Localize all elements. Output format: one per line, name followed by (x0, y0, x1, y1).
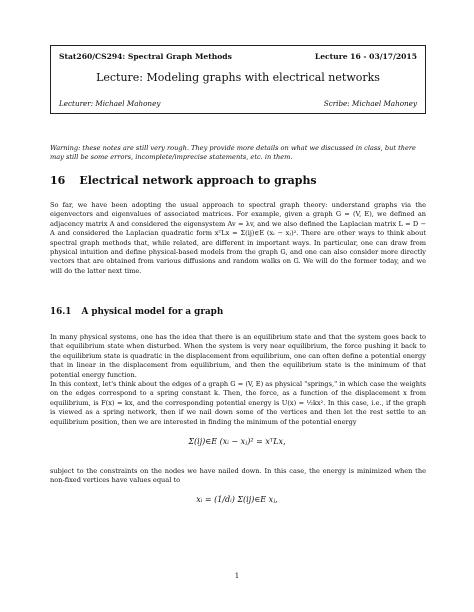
scribe: Scribe: Michael Mahoney (323, 99, 417, 108)
equation-equilibrium: xᵢ = (1/dᵢ) Σ(ij)∈E xⱼ, (196, 495, 278, 504)
subsection-heading (50, 307, 223, 317)
lecturer: Lecturer: Michael Mahoney (59, 99, 161, 108)
section-paragraph: So far, we have been adopting the usual approach to spectral graph theory: understand graphs via the eigenvectors and eigenvalues of associated matrices. For example, given a graph G = (V, E), we defined an adjacency matrix A and considered the eigensystem Av = λv, and we also defined the Laplacian matrix L = D − A and considered the Laplacian quadratic form xᵀLx = Σ(ij)∈E (xᵢ − xⱼ)². There are other ways to think about spectral graph methods that, while related, are different in important ways. In particular, one can draw from physical intuition and define physical-based models from the graph G, and one can also consider more directly vectors that are obtained from various diffusions and random walks on G. We will do the former today, and we will do the latter next time. (50, 201, 426, 275)
lecture-title: Lecture: Modeling graphs with electrical networks (96, 71, 380, 84)
course-name: Stat260/CS294: Spectral Graph Methods (59, 52, 232, 61)
subsection-paragraph-2: In this context, let's think about the edges of a graph G = (V, E) as physical "springs," in which case the weights on the edges correspond to a spring constant k. Then, the force, as a function of the displacement x from equilibrium, is F(x) = kx, and the corresponding potential energy is U(x) = ½kx². In this case, i.e., if the graph is viewed as a spring network, then if we nail down some of the vertices and then let the rest settle to an equilibrium position, then we are interested in finding the minimum of the potential energy (50, 380, 426, 426)
equation-potential-energy: Σ(ij)∈E (xᵢ − xⱼ)² = xᵀLx, (188, 437, 286, 446)
lecture-date: Lecture 16 - 03/17/2015 (314, 52, 417, 61)
warning-note: Warning: these notes are still very rough. They provide more details on what we discussed in class, but there may still be some errors, incomplete/imprecise statements, etc. in them. (50, 143, 416, 161)
section-heading (50, 174, 317, 187)
page-number: 1 (234, 572, 240, 580)
lecture-header-box (50, 45, 426, 114)
subsection-title: A physical model for a graph (81, 307, 224, 317)
section-title: Electrical network approach to graphs (79, 174, 317, 187)
subsection-number: 16.1 (50, 307, 72, 317)
subsection-paragraph-1: In many physical systems, one has the idea that there is an equilibrium state and that the system goes back to that equilibrium state when disturbed. When the system is very near equilibrium, the force pushing it back to the equilibrium state is quadratic in the displacement from equilibrium, one can often define a potential energy that in linear in the displacement from equilibrium, and then the equilibrium state is the minimum of that potential energy function. (50, 333, 426, 379)
section-number: 16 (50, 174, 66, 187)
subsection-paragraph-3: subject to the constraints on the nodes we have nailed down. In this case, the energy is minimized when the non-fixed vertices have values equal to (50, 467, 426, 485)
